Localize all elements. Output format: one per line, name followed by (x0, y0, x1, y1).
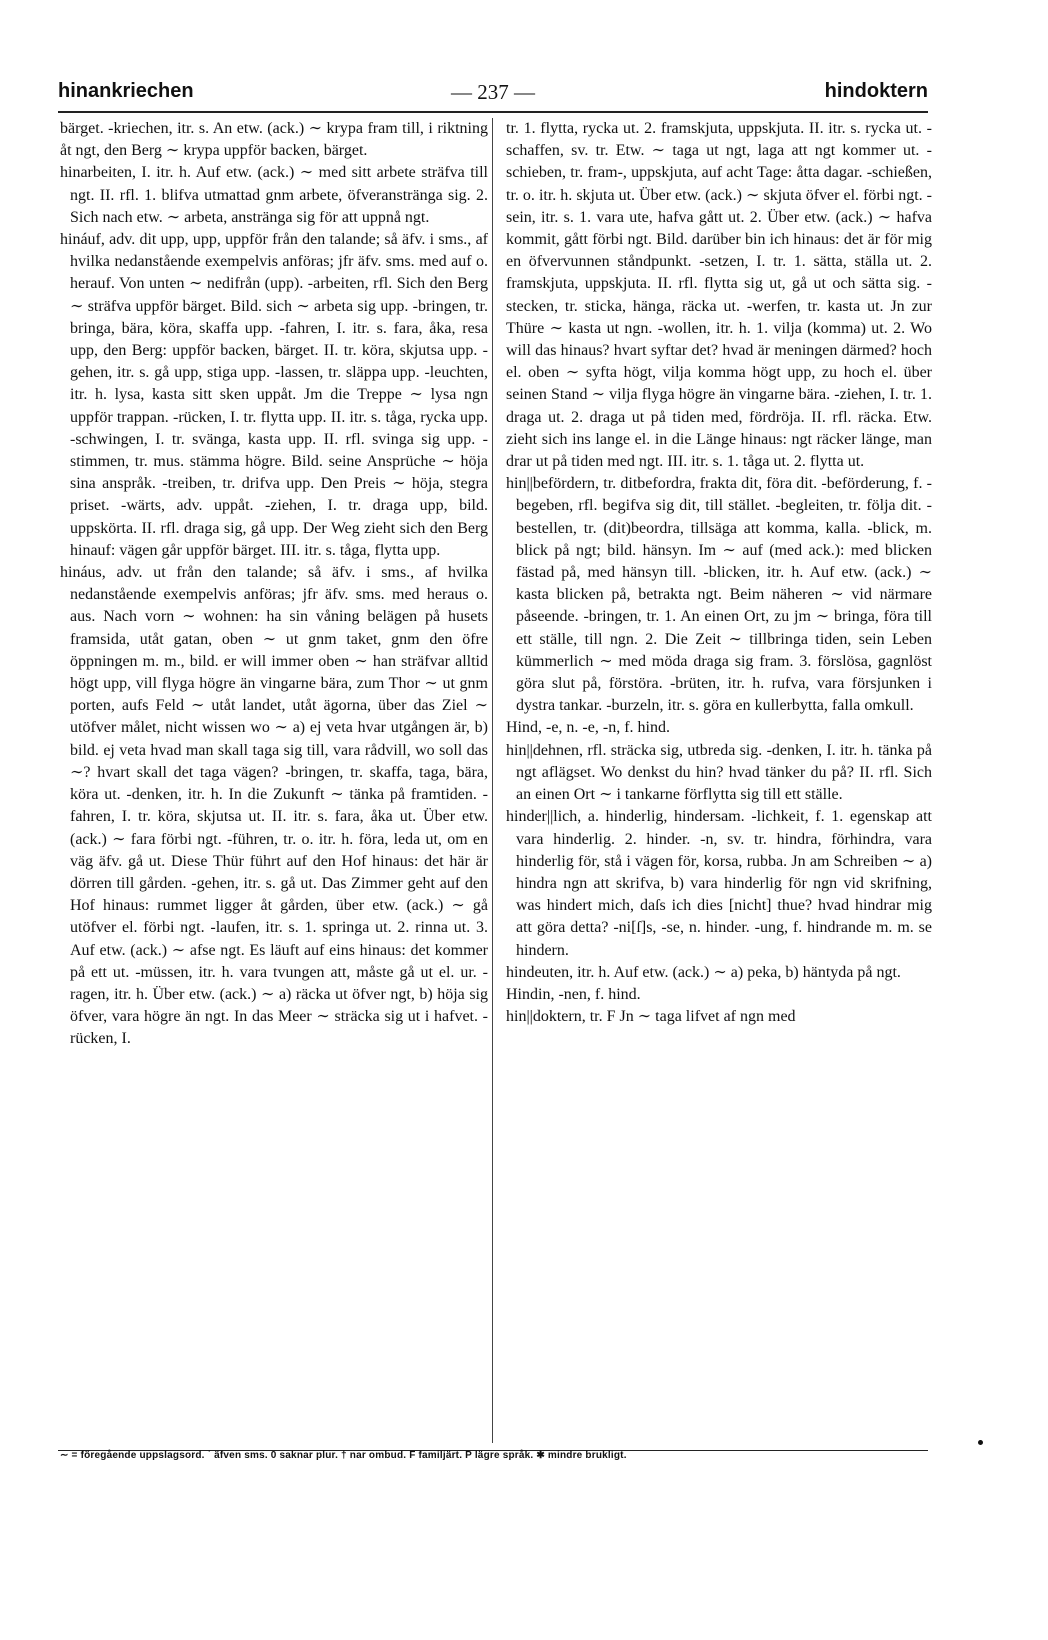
entry-paragraph: hin||dehnen, rfl. sträcka sig, utbreda sig. -denken, I. itr. h. tänka på ngt aflägset. Wo denkst du hin? hvad tänker du på? II. rfl. Sich an einen Ort ∼ i tankarne förflytta sig till ett ställe. (506, 741, 932, 804)
entry-paragraph: Hindin, -nen, f. hind. (506, 985, 641, 1003)
header-first-entry: hinankriechen (58, 80, 194, 102)
entry-paragraph: hin||doktern, tr. F Jn ∼ taga lifvet af ngn med (506, 1008, 796, 1026)
right-column (506, 118, 932, 1028)
entry-paragraph: hin||befördern, tr. ditbefordra, frakta dit, föra dit. -beförderung, f. -begeben, rfl. begifva sig dit, till stället. -begleiten, tr. följa dit. -bestellen, tr. (dit)beordra, tillsäga att komma, kalla. -blick, m. blick på ngt; bild. hänsyn. Im ∼ auf (med ack.): med blicken fästad på, med hänsyn till. -blicken, itr. h. Auf etw. (ack.) ∼ kasta blicken på, betrakta ngt. Beim näheren ∼ vid närmare påseende. -bringen, tr. 1. An einen Ort, zu jm ∼ bringa, föra till ett ställe, till ngn. 2. Die Zeit ∼ tillbringa tiden, sein Leben kümmerlich ∼ med möda draga sig fram. 3. förslösa, gagnlöst göra slut på, förstöra. -brüten, itr. h. rufva, vara försjunken i dystra tankar. -burzeln, itr. s. göra en kullerbytta, falla omkull. (506, 475, 932, 715)
entry-paragraph: hináus, adv. ut från den talande; så äfv. i sms., af hvilka nedanstående exempelvis anföras; jfr äfv. sms. med heraus o. aus. Nach vorn ∼ wohnen: ha sin våning belägen på husets framsida, utåt gatan, oben ∼ ut gnm taket, gnm den öfre öppningen m. m., bild. er will immer oben ∼ han sträfvar alltid högt upp, vill flyga högre än vingarne bära, zum Thor ∼ ut gnm porten, aufs Feld ∼ utåt landet, utåt ägorna, über das Ziel ∼ utöfver målet, nicht wissen wo ∼ a) ej veta hvar utgången är, b) bild. ej veta hvad man skall taga sig till, vara rådvill, wo soll das ∼? hvart skall det taga vägen? -bringen, tr. skaffa, taga, bära, köra ut. -denken, itr. h. In die Zukunft ∼ tänka på framtiden. -fahren, I. tr. köra, skjutsa ut. II. itr. s. fara, åka ut. Über etw. (ack.) ∼ fara förbi ngt. -führen, tr. o. itr. h. föra, leda ut, om en väg äfv. gå ut. Diese Thür führt auf den Hof hinaus: det här är dörren till gården. -gehen, itr. s. gå ut. Das Zimmer geht auf den Hof hinaus: rummet ligger åt gården, über etw. (ack.) ∼ gå utöfver el. förbi ngt. -laufen, itr. s. 1. springa ut. 2. rinna ut. 3. Auf etw. (ack.) ∼ afse ngt. Es läuft auf eins hinaus: det kommer på ett ut. -müssen, itr. h. vara tvungen att, måste gå ut el. ur. -ragen, itr. h. Über etw. (ack.) ∼ a) räcka ut öfver ngt, b) höja sig öfver, vara högre än ngt. In das Meer ∼ sträcka sig ut i hafvet. -rücken, I. (60, 564, 488, 1048)
entry-paragraph: bärget. -kriechen, itr. s. An etw. (ack.) ∼ krypa fram till, i riktning åt ngt, den Berg ∼ krypa uppför backen, bärget. (60, 120, 488, 160)
entry-paragraph: tr. 1. flytta, rycka ut. 2. framskjuta, uppskjuta. II. itr. s. rycka ut. -schaffen, sv. tr. Etw. ∼ taga ut ngt, laga att ngt kommer ut. -schieben, tr. fram-, uppskjuta, auf acht Tage: åtta dagar. -schießen, tr. o. itr. h. skjuta ut. Über etw. (ack.) ∼ skjuta öfver el. förbi ngt. -sein, itr. s. 1. vara ute, hafva gått ut. 2. Über etw. (ack.) ∼ hafva kommit, gått förbi ngt. Bild. darüber bin ich hinaus: det är för mig en öfvervunnen ståndpunkt. -setzen, I. tr. 1. sätta, ställa ut. 2. framskjuta, uppskjuta. II. rfl. flytta sig ut, gå ut och sätta sig. -stecken, tr. sticka, hänga, räcka ut. -werfen, tr. kasta ut. Jn zur Thüre ∼ kasta ut ngn. -wollen, itr. h. 1. vilja (komma) ut. 2. Wo will das hinaus? hvart syftar det? hvad är meningen därmed? hoch el. oben ∼ syfta högt, vilja komma högt upp, zu hoch el. über seinen Stand ∼ vilja flyga högre än vingarne bära. -ziehen, I. tr. 1. draga ut. 2. draga ut på tiden med, fördröja. II. rfl. räcka. Etw. zieht sich ins lange el. in die Länge hinaus: ngt räcker länge, man drar ut på tiden med ngt. III. itr. s. 1. tåga ut. 2. flytta ut. (506, 120, 932, 471)
page-number: — 237 — (451, 80, 535, 104)
abbreviation-legend: ∼ = föregående uppslagsord. ˙ äfven sms. 0 saknar plur. † nar ombud. F familjärt. P lägre språk. ✱ mindre brukligt. (60, 1450, 627, 1461)
header-last-entry: hindoktern (824, 80, 928, 102)
header-rule (58, 111, 928, 113)
page-mark-dot (978, 1440, 983, 1445)
entry-paragraph: hinder||lich, a. hinderlig, hindersam. -lichkeit, f. 1. egenskap att vara hinderlig. 2. hinder. -n, sv. tr. hindra, förhindra, vara hinderlig för, stå i vägen för, korsa, rubba. Jn am Schreiben ∼ a) hindra ngn att skrifva, b) vara hinderlig för ngn vid skrifning, was hindert mich, daſs ich dies [nicht] thue? hvad hindrar mig att göra detta? -ni[ſ]s, -se, n. hinder. -ung, f. hindrande m. m. se hindern. (506, 808, 932, 959)
entry-paragraph: hinarbeiten, I. itr. h. Auf etw. (ack.) ∼ med sitt arbete sträfva till ngt. II. rfl. 1. blifva utmattad gnm arbete, öfveranstränga sig. 2. Sich nach etw. ∼ arbeta, anstränga sig för att uppnå ngt. (60, 164, 488, 226)
page-header (58, 80, 928, 110)
left-column (60, 118, 488, 1051)
entry-paragraph: hindeuten, itr. h. Auf etw. (ack.) ∼ a) peka, b) häntyda på ngt. (506, 963, 901, 981)
entry-paragraph: hináuf, adv. dit upp, upp, uppför från den talande; så äfv. i sms., af hvilka nedanstående exempelvis anföras; jfr äfv. sms. med auf o. herauf. Von unten ∼ nedifrån (upp). -arbeiten, rfl. Sich den Berg ∼ sträfva uppför bärget. Bild. sich ∼ arbeta sig upp. -bringen, tr. bringa, bära, köra, skaffa upp. -fahren, I. itr. s. fara, åka, resa upp, den Berg: uppför backen, bärget. II. tr. köra, skjutsa upp. -gehen, itr. s. gå upp, stiga upp. -lassen, tr. släppa upp. -leuchten, itr. h. lysa, kasta sitt sken uppåt. Jm die Treppe ∼ lysa ngn uppför trappan. -rücken, I. tr. flytta upp. II. itr. s. tåga, rycka upp. -schwingen, I. tr. svänga, kasta upp. II. rfl. svinga sig upp. -stimmen, tr. mus. stämma högre. Bild. seine Ansprüche ∼ höja sina anspråk. -treiben, tr. drifva upp. Den Preis ∼ höja, stegra priset. -wärts, adv. uppåt. -ziehen, I. tr. draga upp, bild. uppskörta. II. rfl. draga sig, gå upp. Der Weg zieht sich den Berg hinauf: vägen går uppför bärget. III. itr. s. tåga, flytta upp. (60, 231, 488, 559)
column-separator (492, 118, 493, 1443)
entry-paragraph: Hind, -e, n. -e, -n, f. hind. (506, 719, 670, 737)
